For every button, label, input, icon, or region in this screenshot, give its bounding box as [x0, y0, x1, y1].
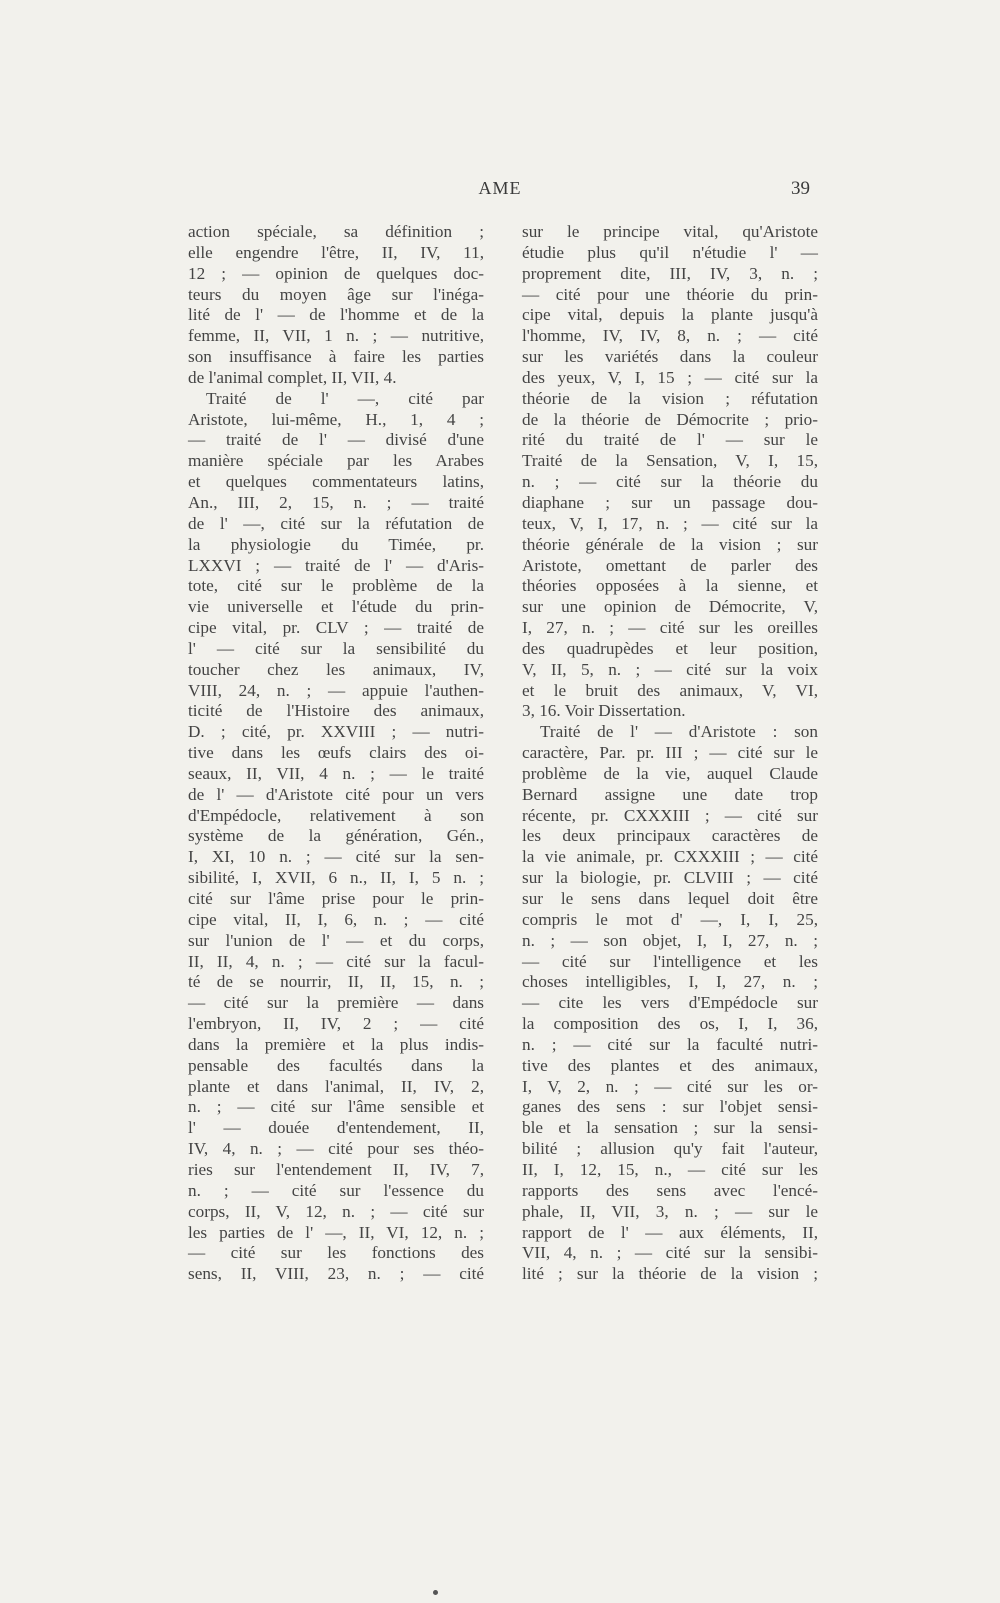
text-line: dans la première et la plus indis- [188, 1034, 484, 1054]
text-line: choses intelligibles, I, I, 27, n. ; [522, 972, 818, 992]
text-line: cité sur l'âme prise pour le prin- [188, 889, 484, 908]
text-line: rapports des sens avec l'encé- [522, 1180, 818, 1200]
text-line: tive dans les œufs clairs des oi- [188, 743, 484, 763]
text-line: rité du traité de l' — sur le [522, 430, 818, 450]
text-line: lité ; sur la théorie de la vision ; [522, 1264, 818, 1284]
text-line: ticité de l'Histoire des animaux, [188, 701, 484, 721]
text-line: teurs du moyen âge sur l'inéga- [188, 284, 484, 304]
text-line: les parties de l' —, II, VI, 12, n. ; [188, 1222, 484, 1242]
text-line: théorie de la vision ; réfutation [522, 388, 818, 408]
text-line: théories opposées à la sienne, et [522, 576, 818, 596]
text-line: I, V, 2, n. ; — cité sur les or- [522, 1076, 818, 1096]
text-line: elle engendre l'être, II, IV, 11, [188, 242, 484, 262]
text-line: Aristote, lui-même, H., 1, 4 ; [188, 409, 484, 429]
text-line: n. ; — cité sur l'essence du [188, 1180, 484, 1200]
text-line: la physiologie du Timée, pr. [188, 534, 484, 554]
running-title: AME [478, 178, 522, 198]
text-line: femme, II, VII, 1 n. ; — nutritive, [188, 326, 484, 346]
text-line: cipe vital, pr. CLV ; — traité de [188, 618, 484, 638]
text-line: cipe vital, depuis la plante jusqu'à [522, 305, 818, 325]
text-line: I, XI, 10 n. ; — cité sur la sen- [188, 847, 484, 867]
text-line: D. ; cité, pr. XXVIII ; — nutri- [188, 722, 484, 742]
text-line: l' — cité sur la sensibilité du [188, 638, 484, 658]
text-line: Traité de l' —, cité par [206, 388, 484, 408]
text-line: té de se nourrir, II, II, 15, n. ; [188, 972, 484, 992]
text-line: et le bruit des animaux, V, VI, [522, 680, 818, 700]
text-line: théorie générale de la vision ; sur [522, 534, 818, 554]
text-line: Traité de la Sensation, V, I, 15, [522, 451, 818, 471]
text-line: et quelques commentateurs latins, [188, 472, 484, 492]
text-line: les deux principaux caractères de [522, 826, 818, 846]
text-line: la composition des os, I, I, 36, [522, 1014, 818, 1034]
page-number: 39 [791, 178, 810, 199]
text-line: sibilité, I, XVII, 6 n., II, I, 5 n. ; [188, 868, 484, 888]
text-line: tive des plantes et des animaux, [522, 1055, 818, 1075]
text-line: l'embryon, II, IV, 2 ; — cité [188, 1014, 484, 1034]
text-line: V, II, 5, n. ; — cité sur la voix [522, 659, 818, 679]
text-line: tote, cité sur le problème de la [188, 576, 484, 596]
text-line: bilité ; allusion qu'y fait l'auteur, [522, 1139, 818, 1159]
text-line: action spéciale, sa définition ; [188, 222, 484, 241]
text-line: II, I, 12, 15, n., — cité sur les [522, 1159, 818, 1179]
text-line: — cité sur la première — dans [188, 993, 484, 1013]
text-line: sur le sens dans lequel doit être [522, 889, 818, 908]
text-line: pensable des facultés dans la [188, 1055, 484, 1075]
text-line: ries sur l'entendement II, IV, 7, [188, 1159, 484, 1179]
text-line: corps, II, V, 12, n. ; — cité sur [188, 1201, 484, 1221]
text-line: ble et la sensation ; sur la sensi- [522, 1118, 818, 1138]
text-line: 12 ; — opinion de quelques doc- [188, 263, 484, 283]
left-column [188, 222, 484, 1285]
text-line: son insuffisance à faire les parties [188, 347, 484, 367]
text-line: des quadrupèdes et leur position, [522, 638, 818, 658]
text-line: plante et dans l'animal, II, IV, 2, [188, 1076, 484, 1096]
text-line: des yeux, V, I, 15 ; — cité sur la [522, 367, 818, 387]
text-line: phale, II, VII, 3, n. ; — sur le [522, 1201, 818, 1221]
text-line: VII, 4, n. ; — cité sur la sensibi- [522, 1243, 818, 1263]
text-line: proprement dite, III, IV, 3, n. ; [522, 263, 818, 283]
text-line: la vie animale, pr. CXXXIII ; — cité [522, 847, 818, 867]
printing-speck [433, 1590, 438, 1595]
text-line: II, II, 4, n. ; — cité sur la facul- [188, 951, 484, 971]
text-line: manière spéciale par les Arabes [188, 451, 484, 471]
text-line: d'Empédocle, relativement à son [188, 805, 484, 825]
text-line: sur l'union de l' — et du corps, [188, 930, 484, 950]
text-line: Traité de l' — d'Aristote : son [540, 722, 818, 742]
text-line: sur une opinion de Démocrite, V, [522, 597, 818, 617]
text-line: l' — douée d'entendement, II, [188, 1118, 484, 1138]
text-line: n. ; — son objet, I, I, 27, n. ; [522, 930, 818, 950]
text-line: lité de l' — de l'homme et de la [188, 305, 484, 325]
text-line: — cité sur les fonctions des [188, 1243, 484, 1263]
text-line: caractère, Par. pr. III ; — cité sur le [522, 743, 818, 763]
text-line: — traité de l' — divisé d'une [188, 430, 484, 450]
text-line: — cite les vers d'Empédocle sur [522, 993, 818, 1013]
text-line: — cité sur l'intelligence et les [522, 951, 818, 971]
text-line: VIII, 24, n. ; — appuie l'authen- [188, 680, 484, 700]
text-line: de l' —, cité sur la réfutation de [188, 513, 484, 533]
text-line: n. ; — cité sur la faculté nutri- [522, 1034, 818, 1054]
running-head [0, 178, 1000, 204]
text-line: sur la biologie, pr. CLVIII ; — cité [522, 868, 818, 888]
text-line: 3, 16. Voir Dissertation. [522, 701, 686, 721]
text-line: ganes des sens : sur l'objet sensi- [522, 1097, 818, 1117]
text-line: de l'animal complet, II, VII, 4. [188, 367, 397, 387]
text-line: LXXVI ; — traité de l' — d'Aris- [188, 555, 484, 575]
text-line: teux, V, I, 17, n. ; — cité sur la [522, 513, 818, 533]
text-line: sur le principe vital, qu'Aristote [522, 222, 818, 241]
text-line: Aristote, omettant de parler des [522, 555, 818, 575]
text-line: — cité pour une théorie du prin- [522, 284, 818, 304]
text-line: I, 27, n. ; — cité sur les oreilles [522, 618, 818, 638]
text-line: cipe vital, II, I, 6, n. ; — cité [188, 909, 484, 929]
right-column [522, 222, 818, 1285]
text-line: toucher chez les animaux, IV, [188, 659, 484, 679]
text-line: de l' — d'Aristote cité pour un vers [188, 784, 484, 804]
text-line: l'homme, IV, IV, 8, n. ; — cité [522, 326, 818, 346]
text-line: récente, pr. CXXXIII ; — cité sur [522, 805, 818, 825]
text-line: compris le mot d' —, I, I, 25, [522, 909, 818, 929]
text-line: rapport de l' — aux éléments, II, [522, 1222, 818, 1242]
text-line: n. ; — cité sur la théorie du [522, 472, 818, 492]
text-line: An., III, 2, 15, n. ; — traité [188, 492, 484, 512]
text-line: système de la génération, Gén., [188, 826, 484, 846]
text-line: seaux, II, VII, 4 n. ; — le traité [188, 763, 484, 783]
text-line: vie universelle et l'étude du prin- [188, 597, 484, 617]
text-line: diaphane ; sur un passage dou- [522, 492, 818, 512]
text-line: problème de la vie, auquel Claude [522, 763, 818, 783]
text-line: étudie plus qu'il n'étudie l' — [522, 242, 818, 262]
text-line: IV, 4, n. ; — cité pour ses théo- [188, 1139, 484, 1159]
text-line: sur les variétés dans la couleur [522, 347, 818, 367]
text-line: n. ; — cité sur l'âme sensible et [188, 1097, 484, 1117]
text-line: de la théorie de Démocrite ; prio- [522, 409, 818, 429]
text-line: Bernard assigne une date trop [522, 784, 818, 804]
text-line: sens, II, VIII, 23, n. ; — cité [188, 1264, 484, 1284]
